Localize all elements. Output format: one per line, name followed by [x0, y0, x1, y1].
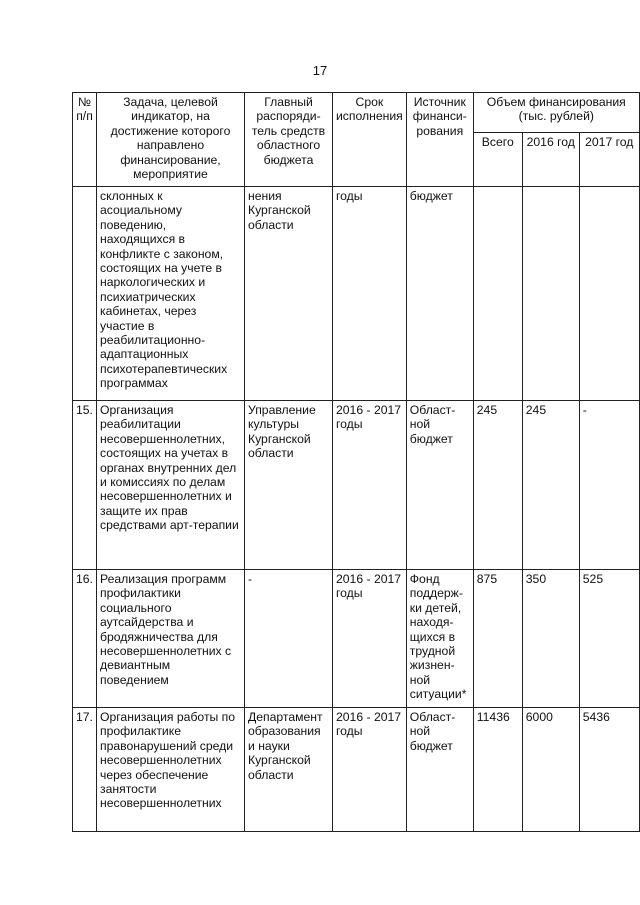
row-term: 2016 - 2017 годы [333, 708, 407, 832]
header-volume: Объем финансирования (тыс. рублей) [473, 93, 639, 133]
header-2017: 2017 год [579, 133, 639, 187]
row-admin: Департамент образования и науки Курганской области [245, 708, 333, 832]
row-2016: 245 [522, 401, 579, 570]
row-2016: 6000 [522, 708, 579, 832]
row-source: Фонд поддерж-ки детей, находя-щихся в трудной жизнен-ной ситуации* [406, 570, 473, 708]
row-2017 [579, 187, 639, 401]
row-total: 875 [473, 570, 522, 708]
header-2016: 2016 год [522, 133, 579, 187]
row-num: 15. [73, 401, 97, 570]
table-row [73, 187, 640, 401]
row-admin: нения Курганской области [245, 187, 333, 401]
table-row [73, 708, 640, 832]
header-term: Срок исполнения [333, 93, 407, 187]
row-2016: 350 [522, 570, 579, 708]
page-number: 17 [312, 63, 328, 78]
row-source: бюджет [406, 187, 473, 401]
row-term: годы [333, 187, 407, 401]
row-total: 245 [473, 401, 522, 570]
row-task: Реализация программ профилактики социального аутсайдерства и бродяжничества для несовершеннолетних с девиантным поведением [97, 570, 245, 708]
row-admin: - [245, 570, 333, 708]
row-term: 2016 - 2017 годы [333, 401, 407, 570]
financing-table [72, 92, 640, 832]
row-source: Област-ной бюджет [406, 708, 473, 832]
row-admin: Управление культуры Курганской области [245, 401, 333, 570]
header-source: Источник финанси-рования [406, 93, 473, 187]
header-total: Всего [473, 133, 522, 187]
row-task: Организация реабилитации несовершеннолетних, состоящих на учетах в органах внутренних дел и комиссиях по делам несовершеннолетних и защите их прав средствами арт-терапии [97, 401, 245, 570]
row-num: 16. [73, 570, 97, 708]
table-row [73, 401, 640, 570]
row-task: Организация работы по профилактике правонарушений среди несовершеннолетних через обеспечение занятости несовершеннолетних [97, 708, 245, 832]
row-2017: - [579, 401, 639, 570]
row-total: 11436 [473, 708, 522, 832]
row-2017: 5436 [579, 708, 639, 832]
row-term: 2016 - 2017 годы [333, 570, 407, 708]
table-row [73, 570, 640, 708]
row-task: склонных к асоциальному поведению, находящихся в конфликте с законом, состоящих на учете в наркологических и психиатрических кабинетах, через участие в реабилитационно-адаптационных психотерапевтических программах [97, 187, 245, 401]
header-task: Задача, целевой индикатор, на достижение которого направлено финансирование, мероприятие [97, 93, 245, 187]
row-source: Област-ной бюджет [406, 401, 473, 570]
row-2016 [522, 187, 579, 401]
row-num: 17. [73, 708, 97, 832]
row-total [473, 187, 522, 401]
row-num [73, 187, 97, 401]
header-num: № п/п [73, 93, 97, 187]
row-2017: 525 [579, 570, 639, 708]
header-admin: Главный распоряди-тель средств областного бюджета [245, 93, 333, 187]
